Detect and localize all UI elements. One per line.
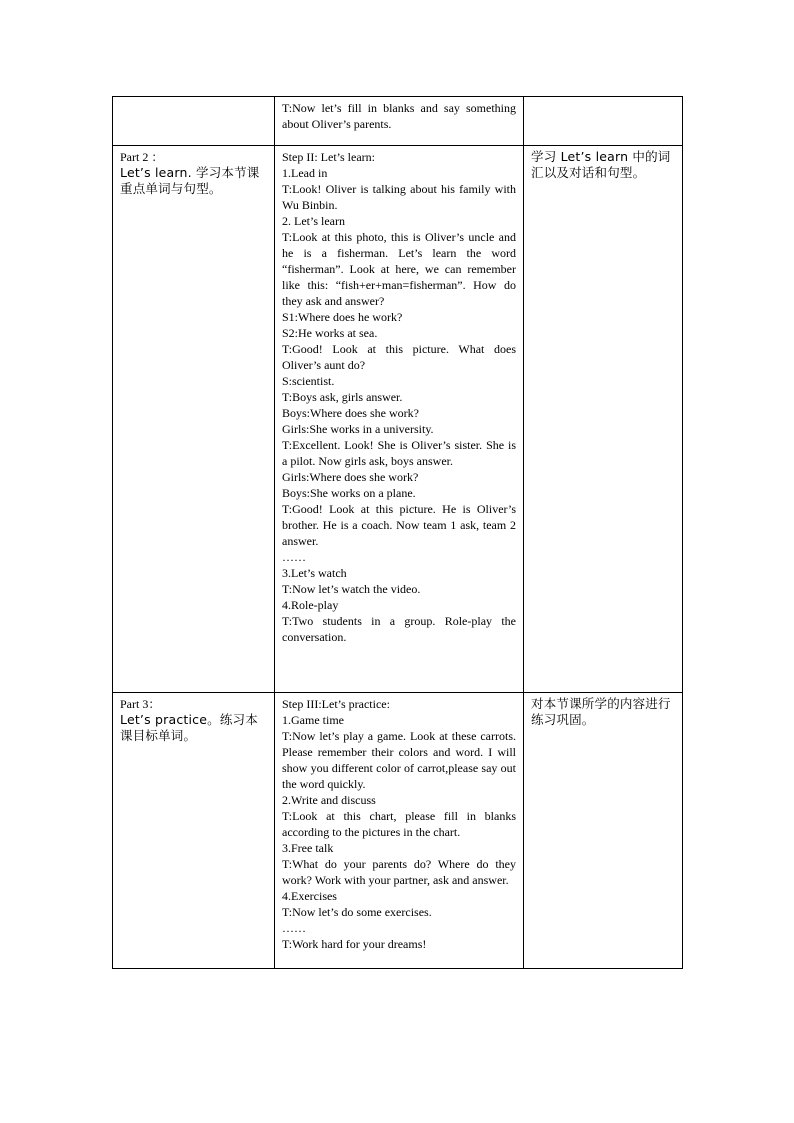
step-line: S1:Where does he work?	[282, 310, 403, 324]
part-title: Part 2 ：	[120, 150, 164, 164]
step-line: 2.Write and discuss	[282, 793, 376, 807]
step-line: S:scientist.	[282, 374, 335, 388]
step-line: 1.Lead in	[282, 166, 328, 180]
step-line: T:Now let’s watch the video.	[282, 582, 421, 596]
table-row	[113, 97, 683, 146]
step-line: T:Now let’s fill in blanks and say something about Oliver’s parents.	[282, 101, 516, 131]
step-line: T:What do your parents do? Where do they work? Work with your partner, ask and answer.	[282, 857, 516, 887]
part-cell	[113, 693, 275, 969]
step-line: T:Good! Look at this picture. What does Oliver’s aunt do?	[282, 342, 516, 372]
purpose-text: 学习 Let’s learn 中的词汇以及对话和句型。	[531, 149, 671, 180]
step-line: 1.Game time	[282, 713, 344, 727]
step-line: Step III:Let’s practice:	[282, 697, 390, 711]
step-line: T:Look at this chart, please fill in blanks according to the pictures in the chart.	[282, 809, 516, 839]
step-line: T:Good! Look at this picture. He is Oliver’s brother. He is a coach. Now team 1 ask, team 2 answer.	[282, 502, 516, 548]
part-title: Part 3：	[120, 697, 161, 711]
purpose-cell	[524, 693, 683, 969]
table-row	[113, 693, 683, 969]
step-line: 3.Let’s watch	[282, 566, 347, 580]
step-line: Boys:She works on a plane.	[282, 486, 416, 500]
steps-cell	[275, 693, 524, 969]
step-line: T:Two students in a group. Role-play the conversation.	[282, 614, 516, 644]
step-line: S2:He works at sea.	[282, 326, 378, 340]
table-row	[113, 146, 683, 693]
step-line: T:Now let’s play a game. Look at these carrots. Please remember their colors and word. I will show you different color of carrot,please say out the word quickly.	[282, 729, 516, 791]
purpose-cell	[524, 146, 683, 693]
step-line: Boys:Where does she work?	[282, 406, 419, 420]
step-line: 3.Free talk	[282, 841, 334, 855]
part-description: Let’s practice。练习本课目标单词。	[120, 712, 258, 743]
step-line: T:Look! Oliver is talking about his family with Wu Binbin.	[282, 182, 516, 212]
part-cell	[113, 146, 275, 693]
step-line: T:Excellent. Look! She is Oliver’s sister. She is a pilot. Now girls ask, boys answer.	[282, 438, 516, 468]
lesson-plan-table	[112, 96, 683, 969]
step-line: 4.Exercises	[282, 889, 337, 903]
part-cell	[113, 97, 275, 146]
steps-cell	[275, 146, 524, 693]
purpose-text: 对本节课所学的内容进行练习巩固。	[531, 696, 671, 727]
step-line: 4.Role-play	[282, 598, 339, 612]
step-line: Girls:She works in a university.	[282, 422, 434, 436]
step-line: 2. Let’s learn	[282, 214, 345, 228]
step-line: ……	[282, 550, 306, 564]
step-line: Girls:Where does she work?	[282, 470, 419, 484]
steps-cell	[275, 97, 524, 146]
step-line: ……	[282, 921, 306, 935]
purpose-cell	[524, 97, 683, 146]
step-line: T:Look at this photo, this is Oliver’s uncle and he is a fisherman. Let’s learn the word “fisherman”. Look at here, we can remember like this: “fish+er+man=fisherman”. How do they ask and answer?	[282, 230, 516, 308]
step-line: T:Boys ask, girls answer.	[282, 390, 403, 404]
step-line: T:Now let’s do some exercises.	[282, 905, 432, 919]
step-line: T:Work hard for your dreams!	[282, 937, 427, 951]
part-description: Let’s learn. 学习本节课重点单词与句型。	[120, 165, 260, 196]
step-line: Step II: Let’s learn:	[282, 150, 375, 164]
